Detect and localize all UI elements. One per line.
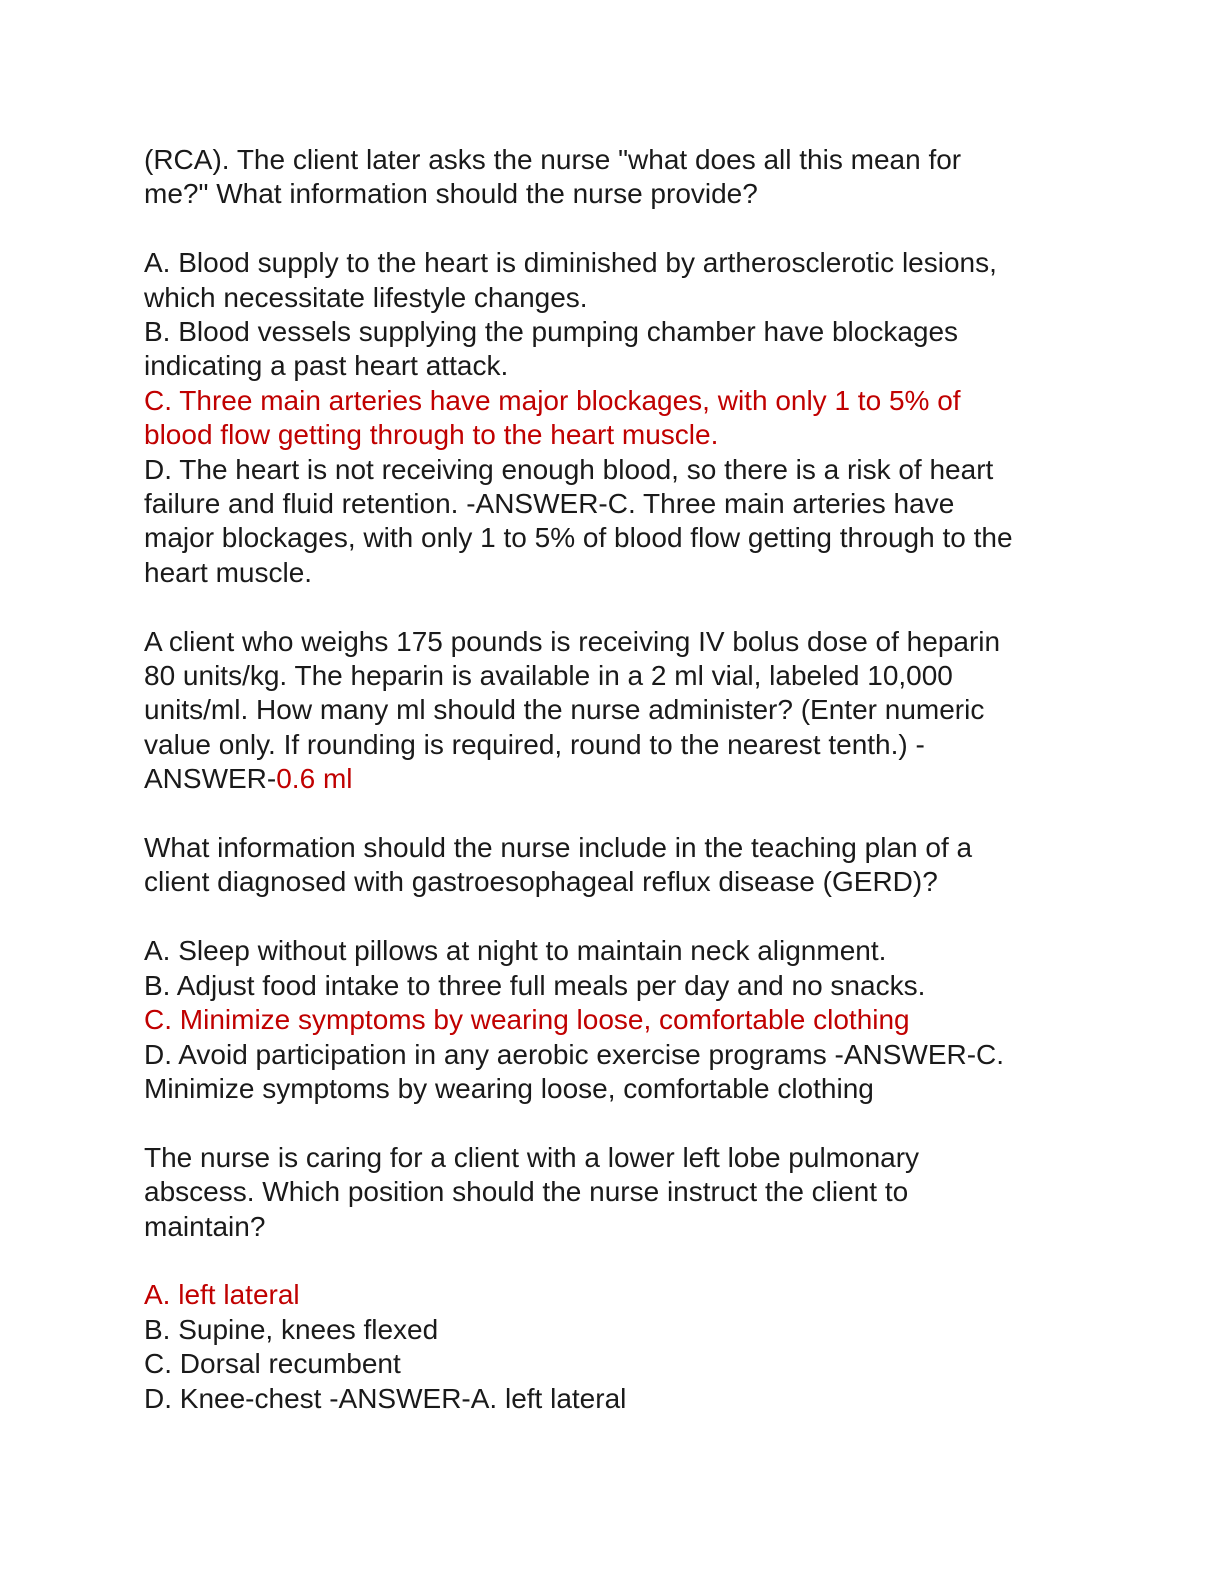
text-line: What information should the nurse include in the teaching plan of a	[144, 832, 973, 864]
question-3-option-a: A. Sleep without pillows at night to maintain neck alignment.	[144, 935, 887, 967]
text-line: client diagnosed with gastroesophageal reflux disease (GERD)?	[144, 866, 938, 898]
paragraph-gap	[144, 1244, 1084, 1278]
text-line: which necessitate lifestyle changes.	[144, 281, 588, 313]
paragraph-gap	[144, 212, 1084, 246]
question-4-option-c: C. Dorsal recumbent	[144, 1348, 401, 1380]
question-2	[144, 625, 1084, 797]
question-4	[144, 1141, 1084, 1416]
text-line: maintain?	[144, 1210, 266, 1242]
paragraph-gap	[144, 1106, 1084, 1140]
question-4-option-d-answer: D. Knee-chest -ANSWER-A. left lateral	[144, 1382, 627, 1414]
text-line: indicating a past heart attack.	[144, 350, 509, 382]
question-3-option-b: B. Adjust food intake to three full meals per day and no snacks.	[144, 969, 926, 1001]
text-line: D. Avoid participation in any aerobic exercise programs -ANSWER-C.	[144, 1038, 1005, 1070]
text-line: D. The heart is not receiving enough blood, so there is a risk of heart	[144, 453, 994, 485]
question-1-option-a	[144, 246, 1084, 315]
text-line: me?" What information should the nurse provide?	[144, 178, 758, 210]
text-line: The nurse is caring for a client with a lower left lobe pulmonary	[144, 1141, 920, 1173]
question-3	[144, 831, 1084, 1106]
text-line: A. Blood supply to the heart is diminished by artherosclerotic lesions,	[144, 247, 997, 279]
text-line: major blockages, with only 1 to 5% of blood flow getting through to the	[144, 522, 1013, 554]
document-page	[144, 143, 1084, 1416]
text-line: C. Three main arteries have major blockages, with only 1 to 5% of	[144, 384, 961, 416]
text-line: abscess. Which position should the nurse instruct the client to	[144, 1176, 909, 1208]
answer-prefix: ANSWER-	[144, 763, 277, 795]
text-line: B. Blood vessels supplying the pumping chamber have blockages	[144, 316, 959, 348]
question-3-option-d-answer	[144, 1038, 1084, 1107]
question-4-option-b: B. Supine, knees flexed	[144, 1313, 439, 1345]
question-4-option-a-correct: A. left lateral	[144, 1279, 300, 1311]
question-2-answer	[144, 762, 1084, 796]
question-3-option-c-correct: C. Minimize symptoms by wearing loose, comfortable clothing	[144, 1004, 910, 1036]
text-line: 80 units/kg. The heparin is available in a 2 ml vial, labeled 10,000	[144, 660, 953, 692]
paragraph-gap	[144, 590, 1084, 624]
text-line: failure and fluid retention. -ANSWER-C. Three main arteries have	[144, 488, 955, 520]
text-line: Minimize symptoms by wearing loose, comfortable clothing	[144, 1072, 874, 1104]
question-1	[144, 143, 1084, 590]
text-line: A client who weighs 175 pounds is receiving IV bolus dose of heparin	[144, 625, 1001, 657]
question-1-stem	[144, 143, 1084, 212]
text-line: blood flow getting through to the heart muscle.	[144, 419, 719, 451]
question-1-option-c-correct	[144, 384, 1084, 453]
question-1-option-d-answer	[144, 453, 1084, 591]
question-1-option-b	[144, 315, 1084, 384]
text-line: heart muscle.	[144, 556, 313, 588]
question-2-stem	[144, 625, 1084, 763]
text-line: (RCA). The client later asks the nurse "what does all this mean for	[144, 144, 962, 175]
question-3-stem	[144, 831, 1084, 900]
paragraph-gap	[144, 797, 1084, 831]
text-line: value only. If rounding is required, round to the nearest tenth.) -	[144, 728, 925, 760]
answer-value: 0.6 ml	[276, 763, 353, 795]
paragraph-gap	[144, 900, 1084, 934]
text-line: units/ml. How many ml should the nurse administer? (Enter numeric	[144, 694, 985, 726]
question-4-stem	[144, 1141, 1084, 1244]
